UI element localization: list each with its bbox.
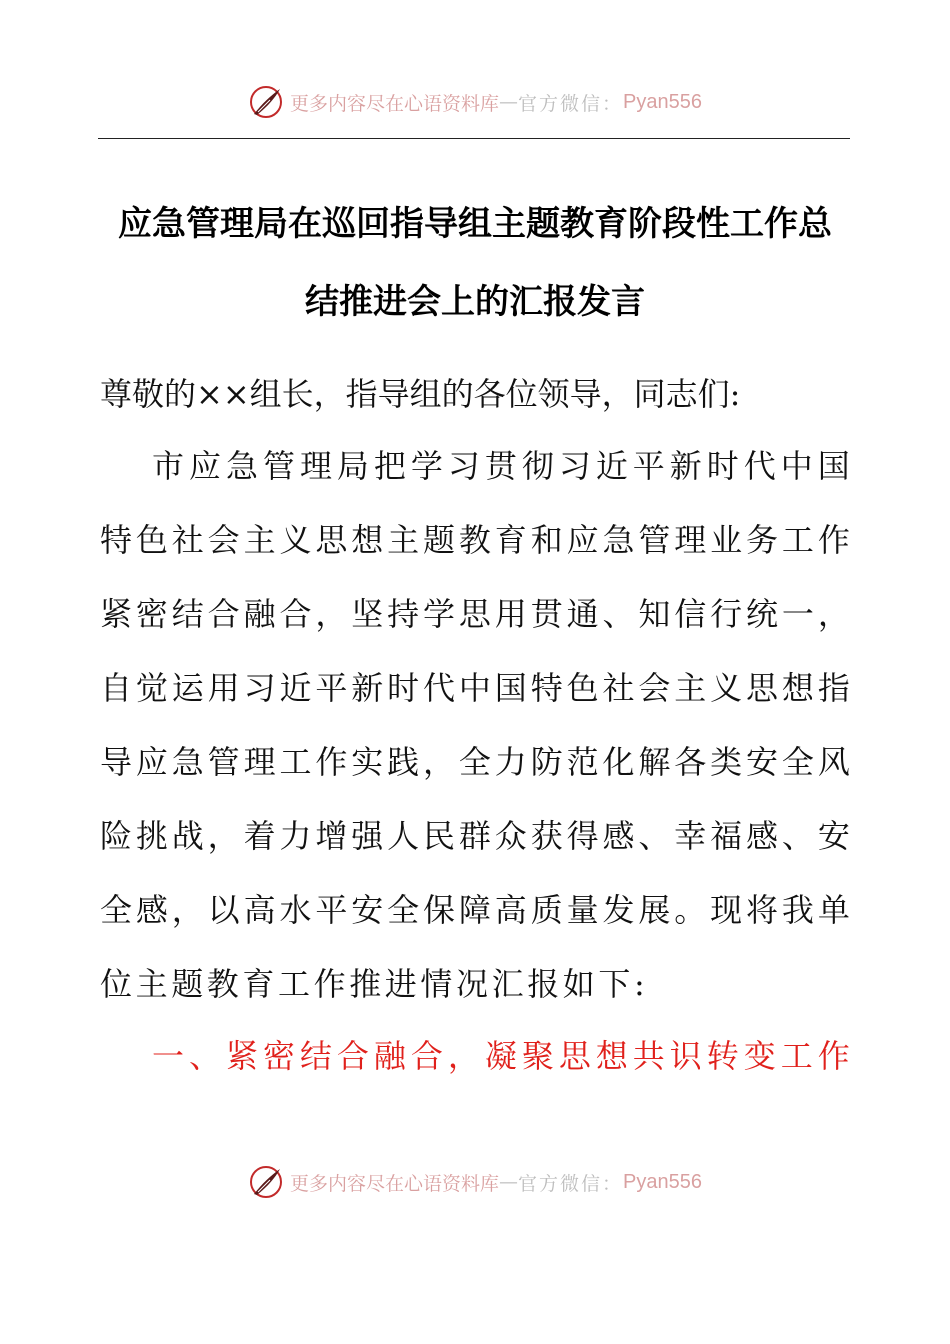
text-char: 融 [373,1037,406,1075]
text-char: 质 [530,891,563,929]
text-char: 感 [135,891,168,929]
text-char: 工 [781,521,814,559]
text-char: 应 [135,743,168,781]
text-char: 时 [706,447,739,485]
text-char: 统 [746,595,779,633]
text-char: 平 [315,891,348,929]
text-char: 近 [279,669,312,707]
text-char: 挑 [135,817,168,855]
text-char: 近 [595,447,628,485]
text-char: 群 [458,817,491,855]
text-char: 想 [595,1037,628,1075]
text-char: 作 [817,1037,850,1075]
text-char: 运 [171,669,204,707]
text-char: 中 [780,447,813,485]
text-char: 代 [743,447,776,485]
watermark-dash: — [499,91,519,113]
text-char: 工 [279,743,312,781]
text-char: 风 [817,743,850,781]
text-char: 、 [188,1037,221,1075]
text-char: ， [315,595,348,633]
text-char: 习 [243,669,276,707]
text-char: 防 [530,743,563,781]
text-char: 知 [638,595,671,633]
text-char: 紧 [225,1037,258,1075]
text-char: 保 [423,891,456,929]
body-line [152,442,850,490]
text-char: 习 [558,447,591,485]
text-char: 得 [566,817,599,855]
text-char: 导 [100,743,133,781]
body-line [100,516,850,564]
text-char: 、 [781,817,814,855]
text-char: 全 [458,743,491,781]
text-char: 解 [638,743,671,781]
text-char: 幸 [674,817,707,855]
text-char: 类 [710,743,743,781]
text-char: 作 [817,521,850,559]
text-char: ， [423,743,456,781]
body-line [100,738,850,786]
text-char: 管 [638,521,671,559]
text-char: 理 [299,447,332,485]
text-char: 代 [423,669,456,707]
text-char: 局 [336,447,369,485]
text-char: ， [171,891,204,929]
text-char: 感 [602,817,635,855]
salutation [100,370,850,418]
text-char: 色 [566,669,599,707]
text-char: 紧 [100,595,133,633]
text-char: 通 [566,595,599,633]
text-char: ， [207,817,240,855]
watermark-wechat-label: 官方微信： [518,1172,624,1195]
header-divider [98,138,850,139]
text-char: 教 [458,521,491,559]
text-char: 用 [494,595,527,633]
body-line [100,590,850,638]
text-char: 合 [279,595,312,633]
text-char: 觉 [135,669,168,707]
watermark-wechat-id: Pyan556 [623,90,702,113]
text-char: 聚 [521,1037,554,1075]
text-char: 务 [746,521,779,559]
text-char: 义 [279,521,312,559]
text-char: 共 [632,1037,665,1075]
text-char: 险 [100,817,133,855]
text-char: 学 [410,447,443,485]
text-char: 平 [632,447,665,485]
text-char: 融 [243,595,276,633]
text-char: 学 [423,595,456,633]
text-char: 思 [315,521,348,559]
text-char: 题 [423,521,456,559]
text-char: 国 [817,447,850,485]
text-char: 用 [207,669,240,707]
text-char: 密 [135,595,168,633]
text-char: 着 [243,817,276,855]
text-char: 合 [410,1037,443,1075]
text-char: 应 [566,521,599,559]
text-char: 全 [387,891,420,929]
text-char: 发 [602,891,635,929]
watermark-wechat-id: Pyan556 [623,1170,702,1193]
text-char: 理 [243,743,276,781]
text-char: 把 [373,447,406,485]
text-char: 作 [315,743,348,781]
text-char: 急 [171,743,204,781]
text-char: 强 [351,817,384,855]
watermark-wechat-label: 官方微信： [518,92,624,115]
text-char: 思 [558,1037,591,1075]
text-char: 民 [423,817,456,855]
text-char: 管 [262,447,295,485]
text-char: 想 [351,521,384,559]
text-char: 高 [243,891,276,929]
text-char: 安 [351,891,384,929]
text-char: ， [817,595,850,633]
text-char: 习 [447,447,480,485]
text-char: 和 [530,521,563,559]
text-char: 转 [706,1037,739,1075]
text-char: 凝 [484,1037,517,1075]
text-char: 结 [299,1037,332,1075]
document-title-line-2: 结推进会上的汇报发言 [305,282,645,322]
text-char: 市 [152,447,185,485]
text-char: 单 [817,891,850,929]
text-char: 平 [315,669,348,707]
text-char: 以 [207,891,240,929]
text-char: 一 [152,1037,185,1075]
text-char: 安 [746,743,779,781]
text-char: 、 [602,595,635,633]
text-char: 战 [171,817,204,855]
section-heading [152,1032,850,1080]
text-char: 应 [188,447,221,485]
text-char: 理 [674,521,707,559]
text-char: 中 [458,669,491,707]
text-char: 自 [100,669,133,707]
text-char: 。 [674,891,707,929]
body-line [100,664,850,712]
text-char: 结 [171,595,204,633]
watermark-site-text: 更多内容尽在心语资料库 [290,1172,500,1195]
quill-logo-icon [248,84,284,120]
text-char: 坚 [351,595,384,633]
text-char: 义 [710,669,743,707]
text-char: 急 [602,521,635,559]
text-char: 想 [781,669,814,707]
text-char: 贯 [530,595,563,633]
text-char: 将 [746,891,779,929]
text-char: 现 [710,891,743,929]
text-char: 国 [494,669,527,707]
quill-logo-icon [248,1164,284,1200]
text-char: 全 [100,891,133,929]
text-char: 获 [530,817,563,855]
text-char: 化 [602,743,635,781]
watermark-site-text: 更多内容尽在心语资料库 [290,92,500,115]
text-char: 增 [315,817,348,855]
text-char: 力 [279,817,312,855]
text-char: 密 [262,1037,295,1075]
text-char: 合 [207,595,240,633]
text-char: 持 [387,595,420,633]
header-watermark [0,82,950,122]
text-char: 行 [710,595,743,633]
body-line [100,886,850,934]
text-char: 主 [243,521,276,559]
text-char: 色 [135,521,168,559]
text-char: 全 [781,743,814,781]
text-char: 高 [494,891,527,929]
text-char: 力 [494,743,527,781]
text-char: 急 [225,447,258,485]
text-char: 贯 [484,447,517,485]
text-char: 感 [746,817,779,855]
text-char: 育 [494,521,527,559]
text-char: 、 [638,817,671,855]
text-char: 业 [710,521,743,559]
text-char: 指 [817,669,850,707]
text-char: 展 [638,891,671,929]
text-char: 主 [674,669,707,707]
watermark-dash: — [499,1171,519,1193]
text-char: ， [447,1037,480,1075]
text-char: 人 [387,817,420,855]
footer-watermark [0,1162,950,1202]
text-char: 会 [207,521,240,559]
text-char: 识 [669,1037,702,1075]
text-char: 特 [100,521,133,559]
body-line-last [100,960,850,1008]
text-char: 我 [781,891,814,929]
text-char: 信 [674,595,707,633]
text-char: 新 [669,447,702,485]
text-char: 思 [746,669,779,707]
text-char: 福 [710,817,743,855]
text-char: 量 [566,891,599,929]
text-char: 合 [336,1037,369,1075]
document-title-line-1: 应急管理局在巡回指导组主题教育阶段性工作总 [118,204,832,244]
text-char: 变 [743,1037,776,1075]
text-char: 新 [351,669,384,707]
text-char: 障 [458,891,491,929]
text-char: 践 [387,743,420,781]
text-char: 社 [602,669,635,707]
text-char: 各 [674,743,707,781]
text-char: 工 [780,1037,813,1075]
text-char: 彻 [521,447,554,485]
text-char: 思 [458,595,491,633]
text-char: 范 [566,743,599,781]
body-line-last-text: 位主题教育工作推进情况汇报如下: [100,965,649,1003]
text-char: 水 [279,891,312,929]
text-char: 时 [387,669,420,707]
salutation-text: 尊敬的××组长，指导组的各位领导，同志们: [100,375,741,413]
body-line [100,812,850,860]
text-char: 会 [638,669,671,707]
text-char: 管 [207,743,240,781]
text-char: 实 [351,743,384,781]
text-char: 一 [781,595,814,633]
text-char: 主 [387,521,420,559]
text-char: 安 [817,817,850,855]
text-char: 社 [171,521,204,559]
text-char: 众 [494,817,527,855]
text-char: 特 [530,669,563,707]
